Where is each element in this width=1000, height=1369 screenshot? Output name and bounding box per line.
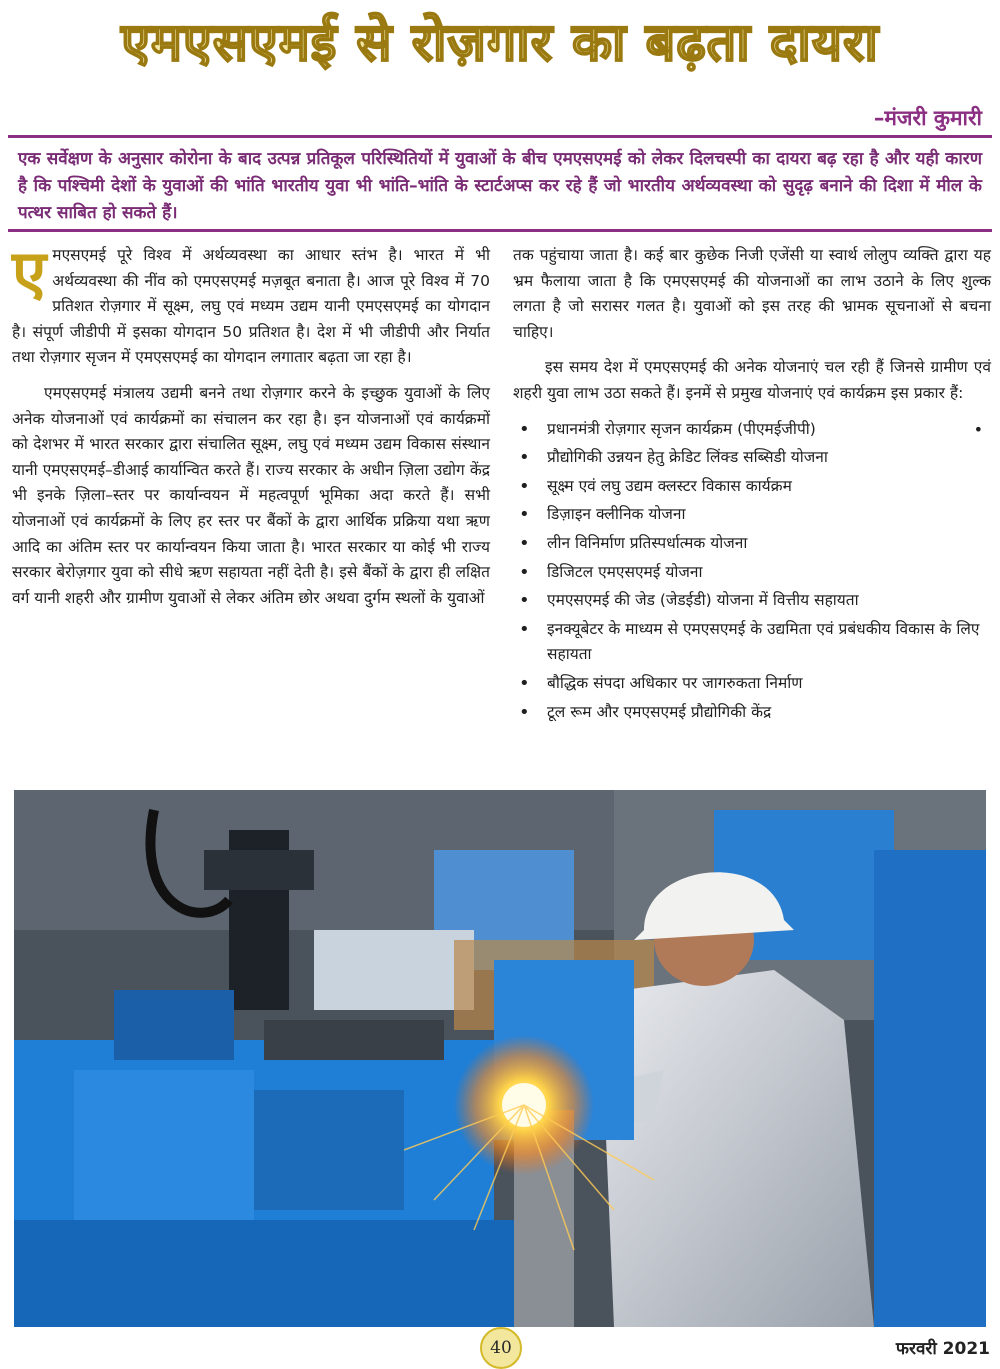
list-item: • एमएसएमई की जेड (जेडईडी) योजना में वित्तीय सहायता xyxy=(513,588,991,614)
bullet-icon: • xyxy=(519,672,530,694)
bullet-icon: • xyxy=(519,532,530,554)
left-paragraph-1 xyxy=(12,236,490,371)
drop-cap: ए xyxy=(12,236,47,309)
list-item: • डिज़ाइन क्लीनिक योजना xyxy=(513,502,991,528)
factory-worker-photo xyxy=(14,790,986,1327)
bullet-icon: • xyxy=(519,447,530,469)
bullet-icon: • xyxy=(519,475,530,497)
right-paragraph-1: तक पहुंचाया जाता है। कई बार कुछेक निजी एजेंसी या स्वार्थ लोलुप व्यक्ति द्वारा यह भ्रम फैलाया जाता है कि एमएसएमई की योजनाओं का लाभ उठाने के लिए शुल्क लगता है जो सरासर गलत है। युवाओं को इस तरह की भ्रामक सूचनाओं से बचना चाहिए। xyxy=(513,246,991,341)
left-paragraph-1-text: मएसएमई पूरे विश्व में अर्थव्यवस्था का आधार स्तंभ है। भारत में भी अर्थव्यवस्था की नींव को एमएसएमई मज़बूत बनाता है। आज पूरे विश्व में 70 प्रतिशत रोज़गार में सूक्ष्म, लघु एवं मध्यम उद्यम यानी एमएसएमई का योगदान है। संपूर्ण जीडीपी में इसका योगदान 50 प्रतिशत है। देश में भी जीडीपी और निर्यात तथा रोज़गार सृजन में एमएसएमई का योगदान लगातार बढ़ता जा रहा है। xyxy=(12,246,490,367)
list-item: • प्रौद्योगिकी उन्नयन हेतु क्रेडिट लिंक्ड सब्सिडी योजना xyxy=(513,445,991,471)
list-item: • इनक्यूबेटर के माध्यम से एमएसएमई के उद्यमिता एवं प्रबंधकीय विकास के लिए सहायता xyxy=(519,618,980,664)
list-item: • सूक्ष्म एवं लघु उद्यम क्लस्टर विकास कार्यक्रम xyxy=(513,474,991,500)
bullet-icon: • xyxy=(519,504,530,526)
right-paragraph-2: इस समय देश में एमएसएमई की अनेक योजनाएं चल रही हैं जिनसे ग्रामीण एवं शहरी युवा लाभ उठा सकते हैं। इनमें से प्रमुख योजनाएं एवं कार्यक्रम इस प्रकार हैं: xyxy=(513,358,991,402)
intro-summary: एक सर्वेक्षण के अनुसार कोरोना के बाद उत्पन्न प्रतिकूल परिस्थितियों में युवाओं के बीच एमएसएमई को लेकर दिलचस्पी का दायरा बढ़ रहा है और यही कारण है कि पश्चिमी देशों के युवाओं की भांति भारतीय युवा भी भांति–भांति के स्टार्टअप्स कर रहे हैं जो भारतीय अर्थव्यवस्था को सुदृढ़ बनाने की दिशा में मील के पत्थर साबित हो सकते हैं। xyxy=(8,135,992,232)
list-item: • डिजिटल एमएसएमई योजना xyxy=(513,560,991,586)
bullet-icon: • xyxy=(519,701,530,723)
bullet-icon: • xyxy=(519,561,530,583)
left-paragraph-2: एमएसएमई मंत्रालय उद्यमी बनने तथा रोज़गार करने के इच्छुक युवाओं के लिए अनेक योजनाओं एवं कार्यक्रमों का संचालन कर रहा है। इन योजनाओं एवं कार्यक्रमों को देशभर में भारत सरकार द्वारा संचालित सूक्ष्म, लघु एवं मध्यम उद्यम विकास संस्थान यानी एमएसएमई–डीआई कार्यान्वित करते हैं। राज्य सरकार के अधीन ज़िला उद्योग केंद्र भी इनके ज़िला–स्तर पर कार्यान्वयन में महत्वपूर्ण भूमिका अदा करते हैं। सभी योजनाओं एवं कार्यक्रमों के लिए हर स्तर पर बैंकों के द्वारा आर्थिक प्रक्रिया यथा ऋण आदि का अंतिम स्तर पर कार्यान्वयन किया जाता है। भारत सरकार या कोई भी राज्य सरकार बेरोज़गार युवा को सीधे ऋण सहायता नहीं देती है। इसे बैंकों के द्वारा ही लक्षित वर्ग यानी शहरी और ग्रामीण युवाओं से लेकर अंतिम छोर अथवा दुर्गम स्थलों के युवाओं xyxy=(12,383,490,607)
page-number: 40 xyxy=(480,1327,522,1369)
list-item: • बौद्धिक संपदा अधिकार पर जागरुकता निर्माण xyxy=(513,671,991,697)
bullet-icon: • xyxy=(973,419,983,439)
left-column xyxy=(12,236,490,621)
author-byline: –मंजरी कुमारी xyxy=(873,106,982,130)
issue-date: फरवरी 2021 xyxy=(895,1339,990,1359)
bullet-icon: • xyxy=(519,418,530,440)
factory-scene-illustration xyxy=(14,790,986,1327)
list-item: • टूल रूम और एमएसएमई प्रौद्योगिकी केंद्र xyxy=(513,700,991,726)
bullet-icon: • xyxy=(519,590,530,612)
right-column xyxy=(513,243,991,728)
article-title: एमएसएमई से रोज़गार का बढ़ता दायरा xyxy=(121,13,879,73)
scheme-list xyxy=(513,417,991,726)
list-item: • प्रधानमंत्री रोज़गार सृजन कार्यक्रम (पीएमईजीपी) • xyxy=(513,417,991,443)
bullet-icon: • xyxy=(519,618,530,640)
list-item: • लीन विनिर्माण प्रतिस्पर्धात्मक योजना xyxy=(513,531,991,557)
